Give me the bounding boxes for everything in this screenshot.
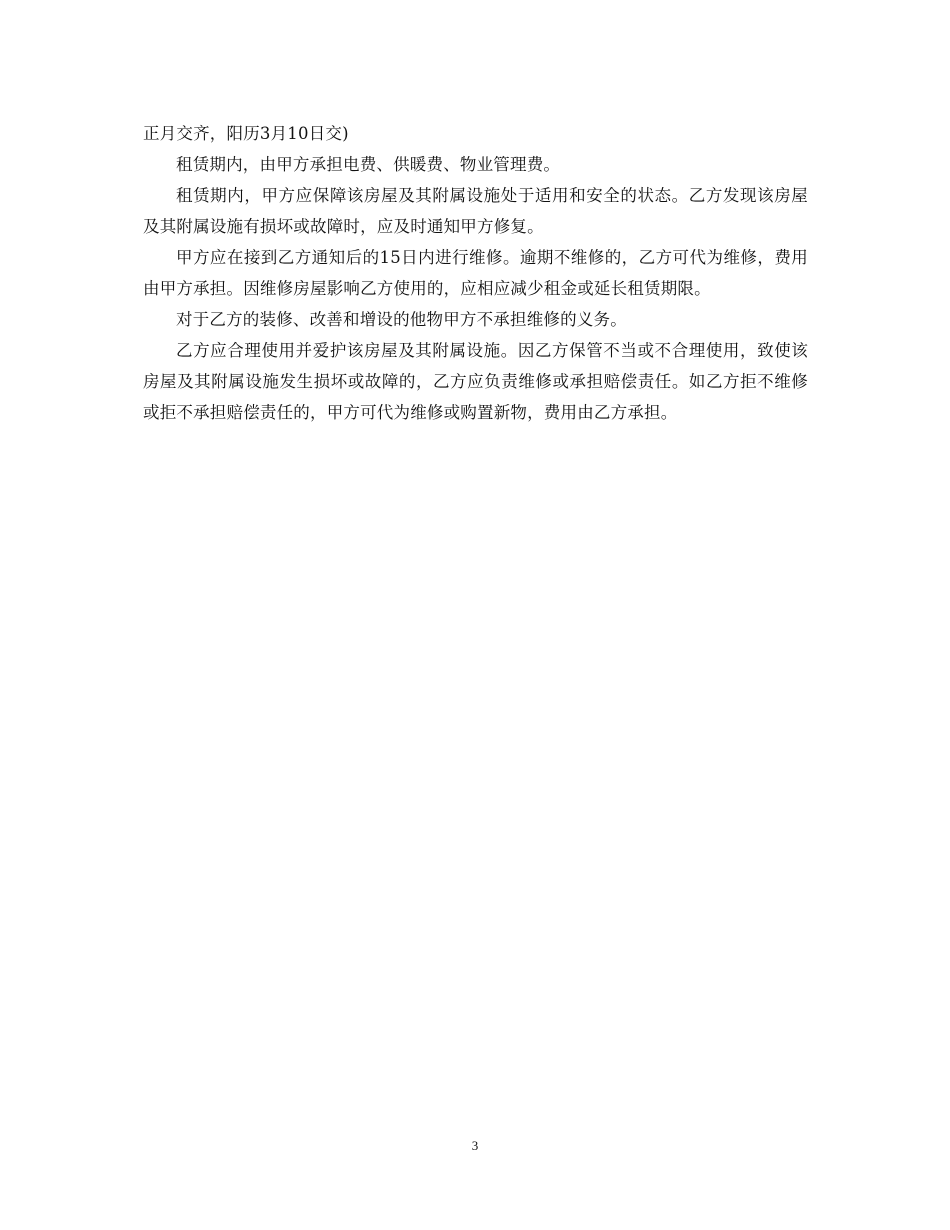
paragraph-repair-deadline: 甲方应在接到乙方通知后的15日内进行维修。逾期不维修的，乙方可代为维修，费用由甲方承担。因维修房屋影响乙方使用的，应相应减少租金或延长租赁期限。 (143, 248, 808, 298)
paragraph-utilities: 租赁期内，由甲方承担电费、供暖费、物业管理费。 (176, 155, 561, 174)
paragraph-renovation: 对于乙方的装修、改善和增设的他物甲方不承担维修的义务。 (176, 310, 627, 329)
paragraph-continuation: 正月交齐，阳历3月10日交) (143, 124, 349, 143)
paragraph-facility-safety: 租赁期内，甲方应保障该房屋及其附属设施处于适用和安全的状态。乙方发现该房屋及其附属设施有损坏或故障时，应及时通知甲方修复。 (143, 186, 808, 236)
paragraph-tenant-duty: 乙方应合理使用并爱护该房屋及其附属设施。因乙方保管不当或不合理使用，致使该房屋及其附属设施发生损坏或故障的，乙方应负责维修或承担赔偿责任。如乙方拒不维修或拒不承担赔偿责任的，甲方可代为维修或购置新物，费用由乙方承担。 (143, 341, 808, 422)
page-number: 3 (471, 1138, 479, 1153)
document-body (143, 118, 808, 428)
